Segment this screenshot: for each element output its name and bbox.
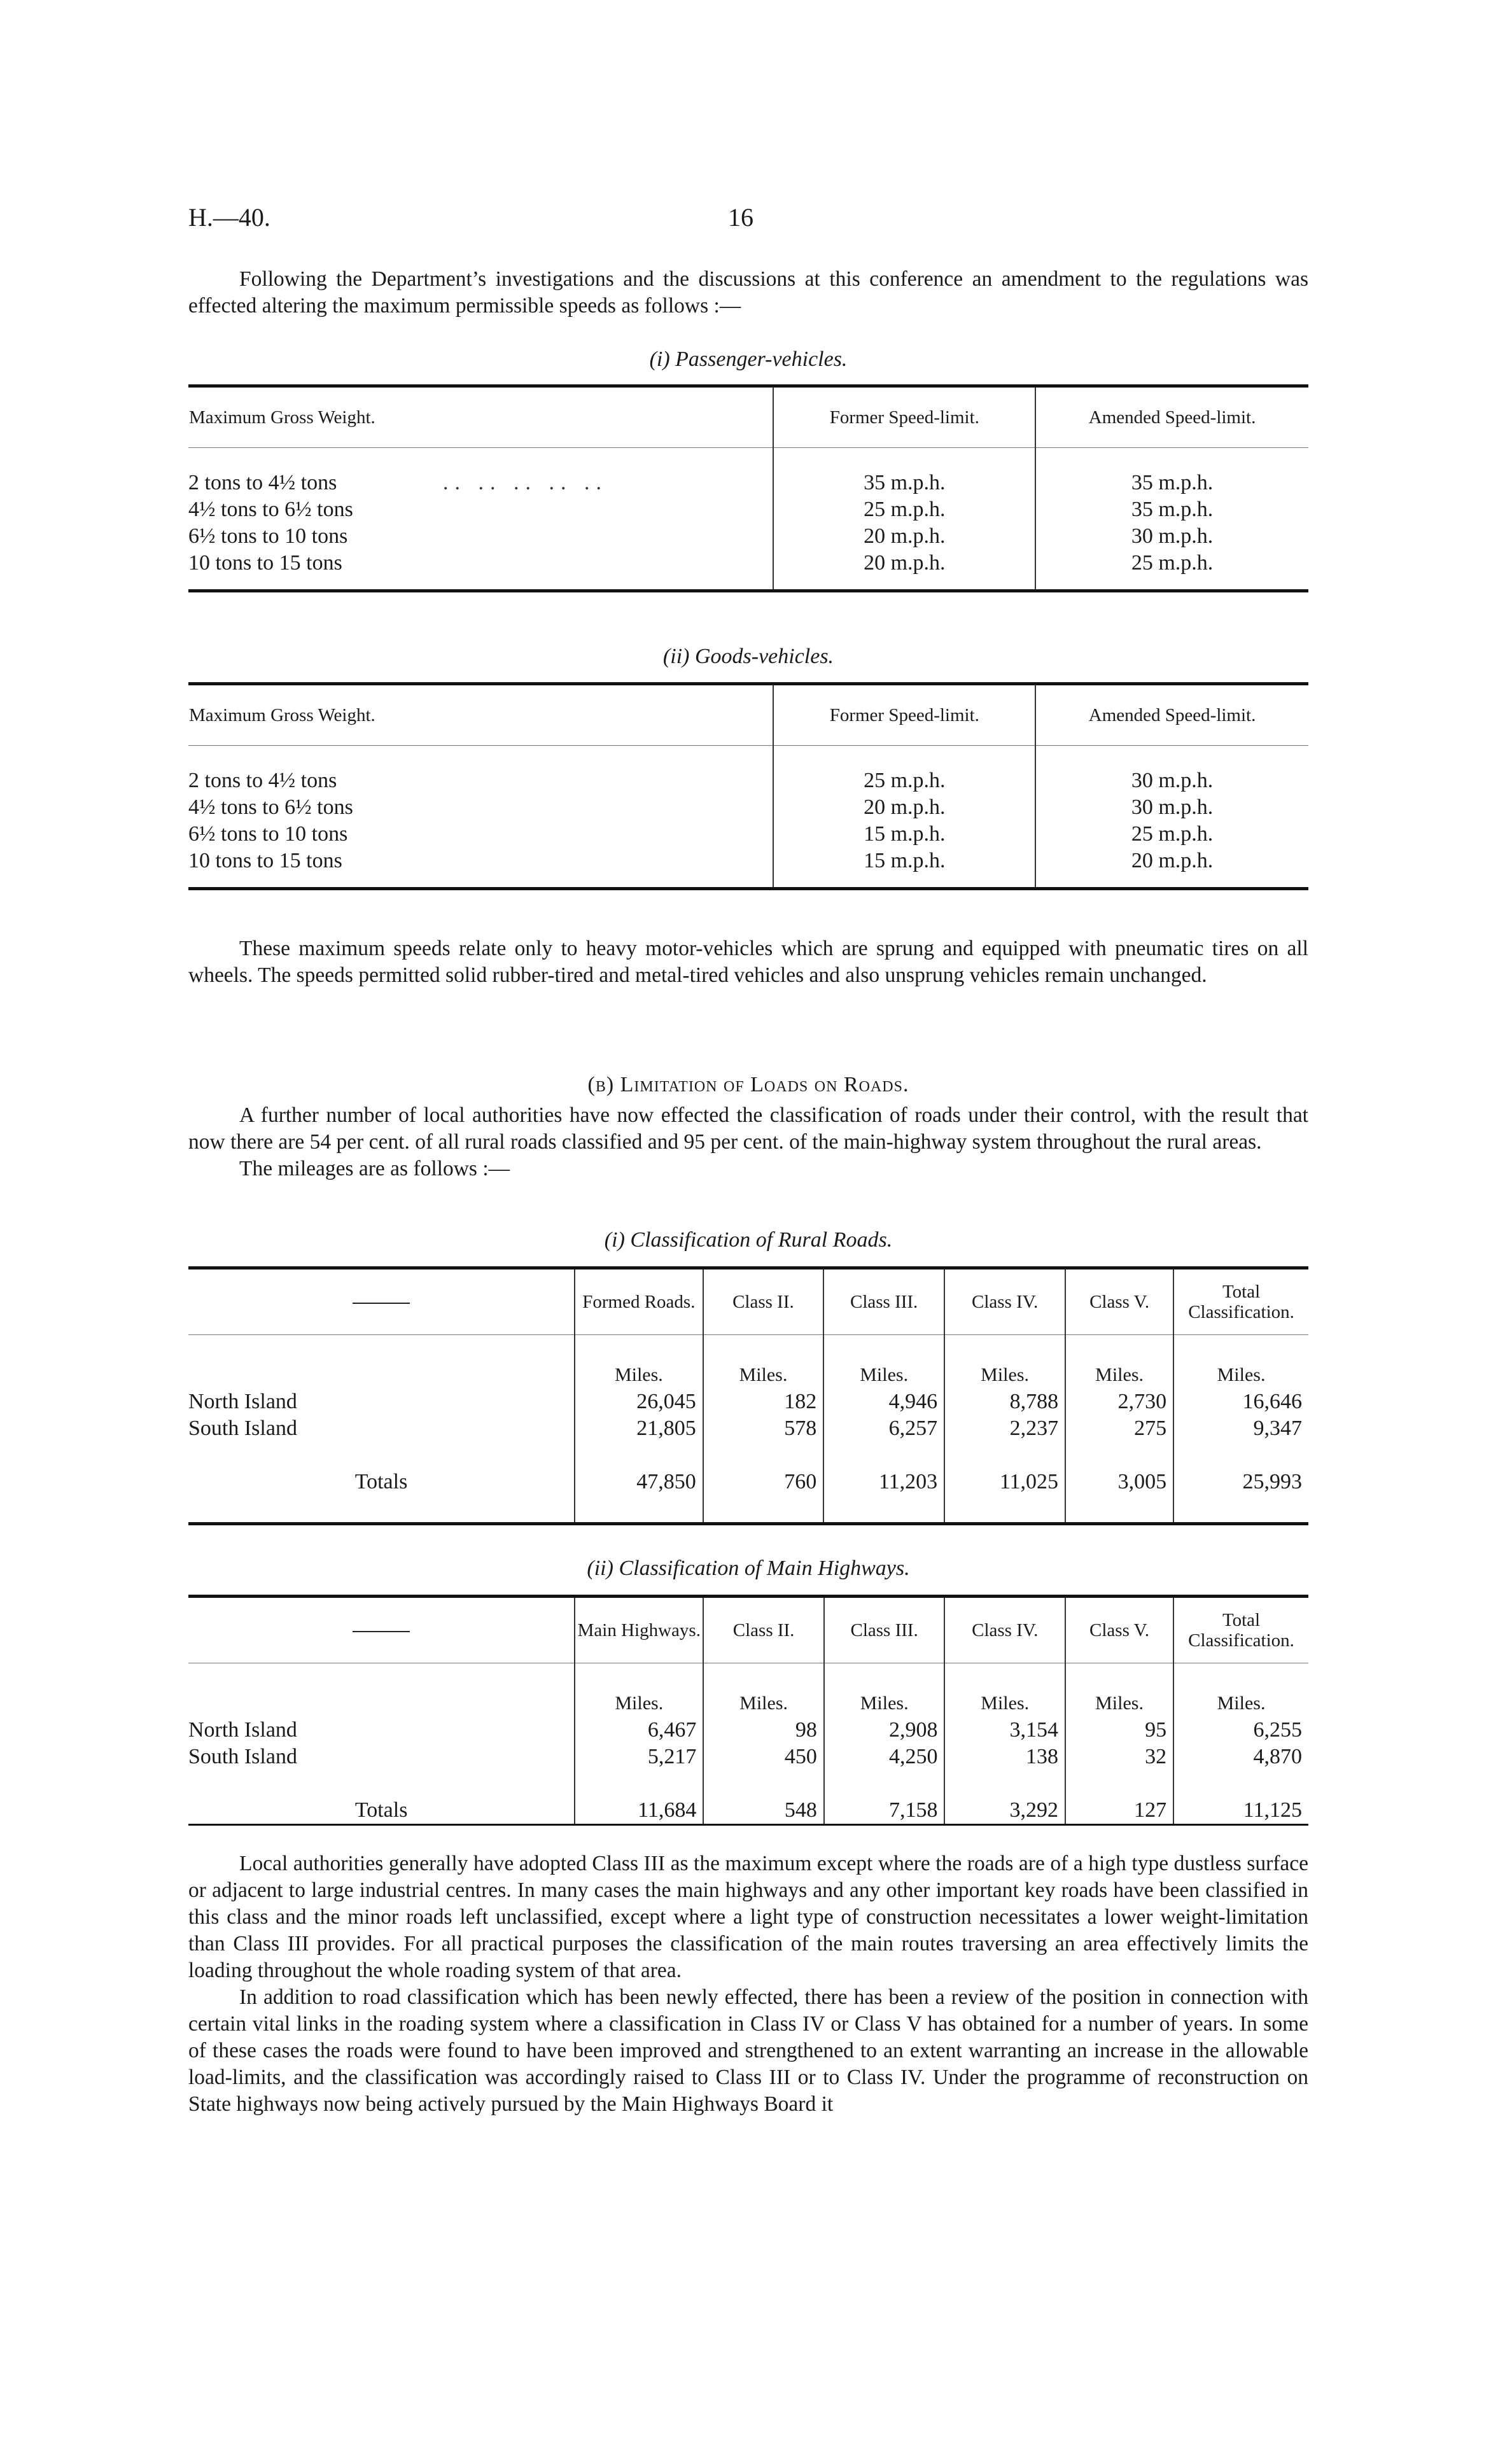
value-cell: 5,217 — [575, 1744, 703, 1770]
total-cell: 548 — [703, 1797, 824, 1824]
highways-caption: (ii) Classification of Main Highways. — [587, 1556, 910, 1580]
table-bottom-rule — [188, 1824, 1308, 1826]
table-row — [188, 1415, 1308, 1442]
value-cell: 275 — [1065, 1415, 1173, 1442]
passenger-section — [188, 347, 1308, 372]
weight-cell: 10 tons to 15 tons — [188, 849, 342, 872]
former-speed-cell: 20 m.p.h. — [773, 550, 1035, 577]
former-speed-cell: 15 m.p.h. — [773, 821, 1035, 848]
value-cell: 138 — [944, 1744, 1065, 1770]
amended-speed-cell: 20 m.p.h. — [1035, 848, 1308, 874]
goods-table-block — [188, 682, 1308, 890]
island-name: North Island — [188, 1390, 297, 1413]
section-b — [188, 1073, 1308, 1182]
value-cell: 16,646 — [1173, 1388, 1308, 1415]
former-speed-cell: 20 m.p.h. — [773, 523, 1035, 550]
unit-label: Miles. — [824, 1690, 945, 1717]
unit-label: Miles. — [703, 1690, 824, 1717]
column-header: Total Classification. — [1173, 1269, 1308, 1335]
totals-row — [188, 1469, 1308, 1495]
totals-label: Totals — [354, 1470, 408, 1493]
total-cell: 47,850 — [575, 1469, 703, 1495]
column-header: Class V. — [1065, 1269, 1173, 1335]
former-speed-cell: 25 m.p.h. — [773, 496, 1035, 523]
document-reference: H.—40. — [188, 203, 270, 232]
total-cell: 3,292 — [944, 1797, 1065, 1824]
unit-label: Miles. — [944, 1362, 1065, 1388]
rural-caption: (i) Classification of Rural Roads. — [604, 1228, 893, 1252]
total-cell: 3,005 — [1065, 1469, 1173, 1495]
value-cell: 4,946 — [823, 1388, 944, 1415]
review-paragraph: In addition to road classification which has been newly effected, there has been a review of the position in connection with certain vital links in the roading system where a classification in Class IV or Class V has obtained for a number of years. In some of these cases the roads were found to have been improved and strengthened to an extent warranting an increase in the allowable load-limits, and the classification was accordingly raised to Class III or to Class IV. Under the programme of reconstruction on State highways now being actively pursued by the Main Highways Board it — [188, 1985, 1308, 2116]
value-cell: 6,467 — [575, 1717, 703, 1744]
amended-speed-cell: 30 m.p.h. — [1035, 794, 1308, 821]
goods-section — [188, 645, 1308, 669]
unit-label: Miles. — [823, 1362, 944, 1388]
column-header: Maximum Gross Weight. — [188, 388, 773, 448]
blank-header — [188, 1598, 575, 1663]
value-cell: 26,045 — [575, 1388, 703, 1415]
value-cell: 95 — [1065, 1717, 1173, 1744]
value-cell: 8,788 — [944, 1388, 1065, 1415]
total-cell: 127 — [1065, 1797, 1173, 1824]
unit-label: Miles. — [1173, 1690, 1308, 1717]
weight-cell: 4½ tons to 6½ tons — [188, 498, 353, 521]
amended-speed-cell: 25 m.p.h. — [1035, 550, 1308, 577]
totals-label: Totals — [354, 1798, 408, 1822]
goods-caption: (ii) Goods-vehicles. — [662, 645, 834, 668]
passenger-caption: (i) Passenger-vehicles. — [649, 347, 848, 371]
column-header: Class II. — [703, 1598, 824, 1663]
unit-label: Miles. — [575, 1362, 703, 1388]
units-row — [188, 1362, 1308, 1388]
column-header: Maximum Gross Weight. — [188, 685, 773, 746]
unit-label: Miles. — [703, 1362, 824, 1388]
table-row — [188, 470, 1308, 496]
local-authorities-paragraph: Local authorities generally have adopted Class III as the maximum except where the roads are of a high type dustless surface or adjacent to large industrial centres. In many cases the main highways and any other important key roads have been classified in this class and the minor roads left unclassified, except where a light type of construction necessitates a lower weight-limitation than Class III provides. For all practical purposes the classification of the main routes traversing an area effectively limits the loading throughout the whole roading system of that area. — [188, 1852, 1308, 1982]
intro-paragraph-block — [188, 266, 1308, 319]
goods-speed-table — [188, 685, 1308, 887]
column-header: Formed Roads. — [575, 1269, 703, 1335]
unit-label: Miles. — [1173, 1362, 1308, 1388]
weight-cell: 4½ tons to 6½ tons — [188, 795, 353, 819]
section-b-title: (b) Limitation of Loads on Roads. — [587, 1073, 909, 1096]
highways-section — [188, 1556, 1308, 1581]
passenger-table-block — [188, 384, 1308, 592]
rural-table-block — [188, 1266, 1308, 1525]
total-cell: 11,125 — [1173, 1797, 1308, 1824]
column-header: Former Speed-limit. — [773, 388, 1035, 448]
leader-dots: .. .. .. .. .. — [443, 471, 608, 494]
column-header: Main Highways. — [575, 1598, 703, 1663]
column-header: Class V. — [1065, 1598, 1173, 1663]
speeds-paragraph-block — [188, 935, 1308, 989]
value-cell: 2,730 — [1065, 1388, 1173, 1415]
blank-header — [188, 1269, 575, 1335]
value-cell: 6,255 — [1173, 1717, 1308, 1744]
amended-speed-cell: 30 m.p.h. — [1035, 767, 1308, 794]
weight-cell: 2 tons to 4½ tons — [188, 471, 337, 494]
value-cell: 4,870 — [1173, 1744, 1308, 1770]
value-cell: 578 — [703, 1415, 824, 1442]
unit-label: Miles. — [1065, 1690, 1173, 1717]
units-row — [188, 1690, 1308, 1717]
table-row — [188, 1388, 1308, 1415]
amended-speed-cell: 30 m.p.h. — [1035, 523, 1308, 550]
rural-section — [188, 1228, 1308, 1252]
value-cell: 182 — [703, 1388, 824, 1415]
totals-row — [188, 1797, 1308, 1824]
rural-roads-table — [188, 1269, 1308, 1522]
mileages-intro: The mileages are as follows :— — [239, 1157, 510, 1180]
column-header: Class III. — [823, 1269, 944, 1335]
weight-cell: 6½ tons to 10 tons — [188, 822, 348, 846]
former-speed-cell: 15 m.p.h. — [773, 848, 1035, 874]
column-header: Total Classification. — [1173, 1598, 1308, 1663]
total-cell: 11,203 — [823, 1469, 944, 1495]
main-highways-table — [188, 1598, 1308, 1824]
amended-speed-cell: 35 m.p.h. — [1035, 470, 1308, 496]
value-cell: 2,237 — [944, 1415, 1065, 1442]
weight-cell: 10 tons to 15 tons — [188, 551, 342, 575]
weight-cell: 6½ tons to 10 tons — [188, 524, 348, 548]
dash-mark — [353, 1303, 410, 1304]
section-b-paragraph: A further number of local authorities have now effected the classification of roads under their control, with the result that now there are 54 per cent. of all rural roads classified and 95 per cent. of the main-highway system throughout the rural areas. — [188, 1103, 1308, 1154]
column-header: Class III. — [824, 1598, 945, 1663]
total-cell: 25,993 — [1173, 1469, 1308, 1495]
table-bottom-rule — [188, 887, 1308, 890]
former-speed-cell: 20 m.p.h. — [773, 794, 1035, 821]
local-authorities-block — [188, 1850, 1308, 2118]
value-cell: 3,154 — [944, 1717, 1065, 1744]
column-header: Former Speed-limit. — [773, 685, 1035, 746]
total-cell: 11,025 — [944, 1469, 1065, 1495]
column-header: Class IV. — [944, 1598, 1065, 1663]
table-row — [188, 496, 1308, 523]
former-speed-cell: 35 m.p.h. — [773, 470, 1035, 496]
value-cell: 450 — [703, 1744, 824, 1770]
total-cell: 7,158 — [824, 1797, 945, 1824]
highways-table-block — [188, 1595, 1308, 1826]
value-cell: 4,250 — [824, 1744, 945, 1770]
amended-speed-cell: 35 m.p.h. — [1035, 496, 1308, 523]
value-cell: 98 — [703, 1717, 824, 1744]
table-row — [188, 794, 1308, 821]
page-header — [188, 202, 1308, 234]
value-cell: 32 — [1065, 1744, 1173, 1770]
amended-speed-cell: 25 m.p.h. — [1035, 821, 1308, 848]
speeds-paragraph: These maximum speeds relate only to heavy motor-vehicles which are sprung and equipped with pneumatic tires on all wheels. The speeds permitted solid rubber-tired and metal-tired vehicles and also unsprung vehicles remain unchanged. — [188, 937, 1308, 987]
value-cell: 2,908 — [824, 1717, 945, 1744]
dash-mark — [353, 1631, 410, 1632]
table-row — [188, 848, 1308, 874]
column-header: Amended Speed-limit. — [1035, 685, 1308, 746]
column-header: Amended Speed-limit. — [1035, 388, 1308, 448]
total-cell: 11,684 — [575, 1797, 703, 1824]
total-cell: 760 — [703, 1469, 824, 1495]
table-row — [188, 767, 1308, 794]
passenger-speed-table — [188, 388, 1308, 589]
former-speed-cell: 25 m.p.h. — [773, 767, 1035, 794]
table-row — [188, 550, 1308, 577]
value-cell: 9,347 — [1173, 1415, 1308, 1442]
value-cell: 6,257 — [823, 1415, 944, 1442]
column-header: Class II. — [703, 1269, 824, 1335]
table-row — [188, 523, 1308, 550]
column-header: Class IV. — [944, 1269, 1065, 1335]
unit-label: Miles. — [1065, 1362, 1173, 1388]
table-bottom-rule — [188, 589, 1308, 592]
island-name: North Island — [188, 1718, 297, 1742]
weight-cell: 2 tons to 4½ tons — [188, 769, 337, 792]
table-row — [188, 1717, 1308, 1744]
unit-label: Miles. — [944, 1690, 1065, 1717]
unit-label: Miles. — [575, 1690, 703, 1717]
table-row — [188, 821, 1308, 848]
value-cell: 21,805 — [575, 1415, 703, 1442]
intro-paragraph: Following the Department’s investigations and the discussions at this conference an amendment to the regulations was effected altering the maximum permissible speeds as follows :— — [188, 267, 1308, 318]
island-name: South Island — [188, 1745, 297, 1768]
page-number: 16 — [728, 203, 753, 232]
table-row — [188, 1744, 1308, 1770]
table-bottom-rule — [188, 1522, 1308, 1525]
island-name: South Island — [188, 1416, 297, 1440]
